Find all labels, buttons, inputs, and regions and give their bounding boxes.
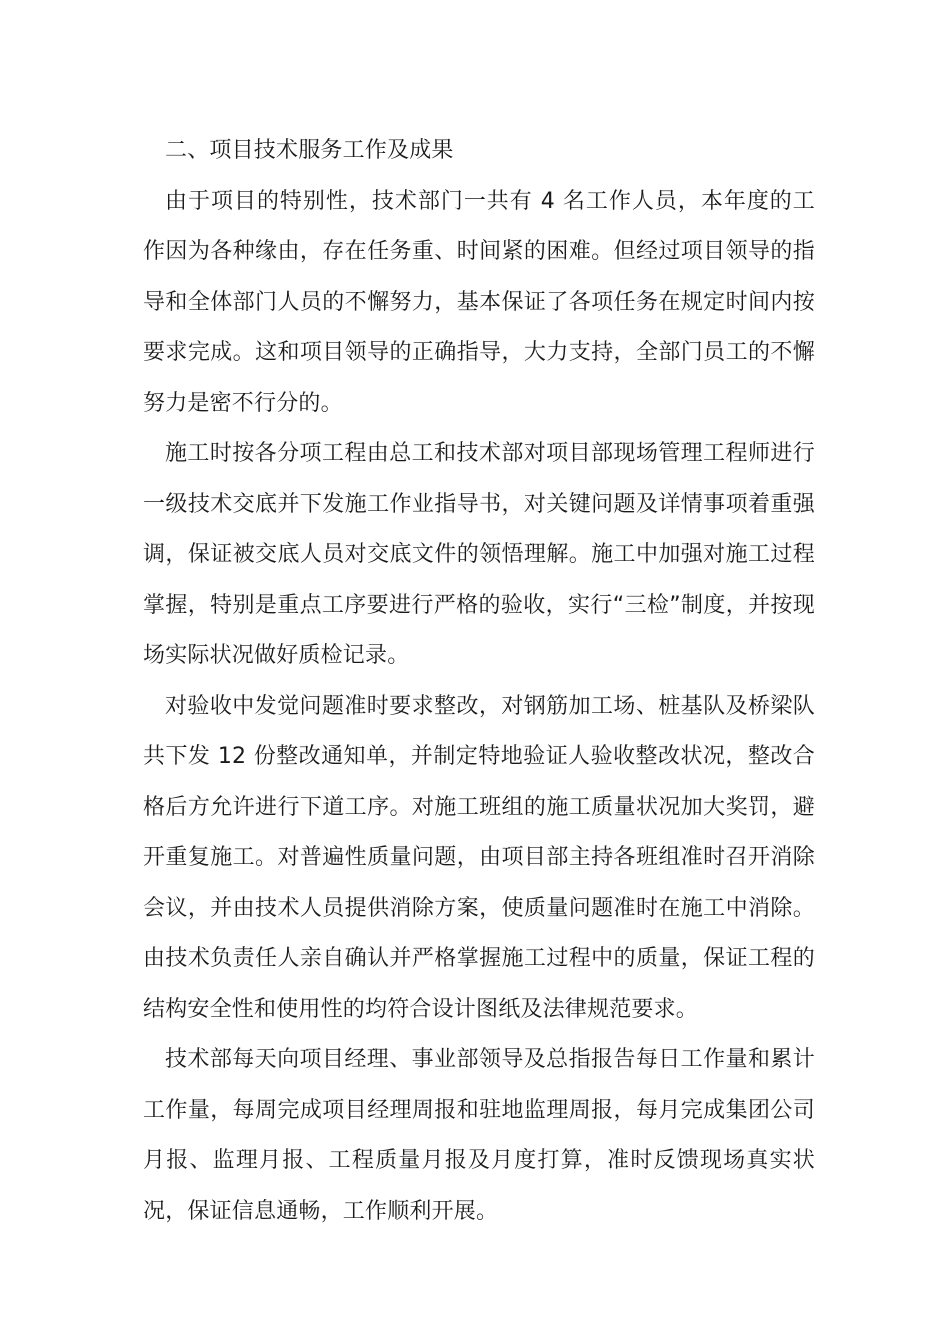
section-heading: 二、项目技术服务工作及成果	[165, 138, 454, 163]
paragraph-reporting: 技术部每天向项目经理、事业部领导及总指报告每日工作量和累计工作量，每周完成项目经理周报和驻地监理周报，每月完成集团公司月报、监理月报、工程质量月报及月度打算，准时反馈现场真实状况，保证信息通畅，工作顺利开展。	[143, 1047, 815, 1224]
paragraph-staffing: 由于项目的特别性，技术部门一共有 4 名工作人员，本年度的工作因为各种缘由，存在任务重、时间紧的困难。但经过项目领导的指导和全体部门人员的不懈努力，基本保证了各项任务在规定时间内按要求完成。这和项目领导的正确指导，大力支持，全部门员工的不懈努力是密不行分的。	[143, 188, 815, 416]
document-body	[143, 126, 815, 1237]
paragraph-rectification: 对验收中发觉问题准时要求整改，对钢筋加工场、桩基队及桥梁队共下发 12 份整改通知单，并制定特地验证人验收整改状况，整改合格后方允许进行下道工序。对施工班组的施工质量状况加大奖罚，避开重复施工。对普遍性质量问题，由项目部主持各班组准时召开消除会议，并由技术人员提供消除方案，使质量问题准时在施工中消除。由技术负责任人亲自确认并严格掌握施工过程中的质量，保证工程的结构安全性和使用性的均符合设计图纸及法律规范要求。	[143, 693, 815, 1022]
paragraph-technical-briefing: 施工时按各分项工程由总工和技术部对项目部现场管理工程师进行一级技术交底并下发施工作业指导书，对关键问题及详情事项着重强调，保证被交底人员对交底文件的领悟理解。施工中加强对施工过程掌握，特别是重点工序要进行严格的验收，实行“三检”制度，并按现场实际状况做好质检记录。	[143, 441, 815, 668]
